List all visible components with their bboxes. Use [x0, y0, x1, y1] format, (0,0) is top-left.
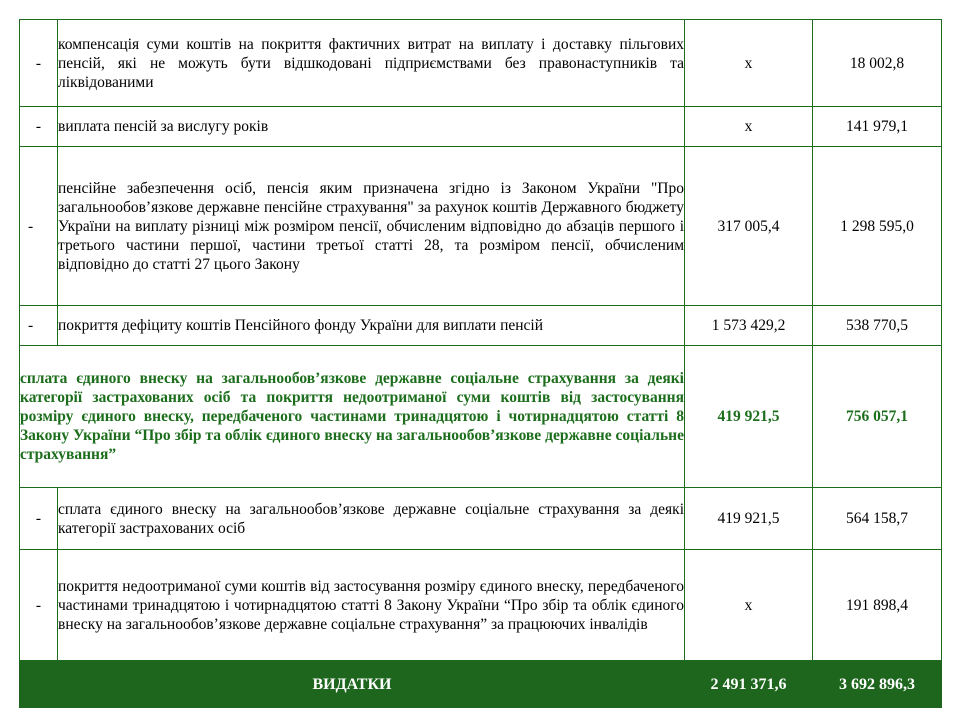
- row-marker: -: [20, 147, 58, 306]
- row-value-1: х: [685, 550, 813, 661]
- row-value-1: 1 573 429,2: [685, 306, 813, 346]
- table-row: [20, 107, 942, 147]
- table-row: [20, 550, 942, 661]
- row-value-1: 419 921,5: [685, 488, 813, 550]
- row-marker: -: [20, 107, 58, 147]
- row-marker: -: [20, 20, 58, 107]
- row-marker: -: [20, 306, 58, 346]
- highlight-row: [20, 346, 942, 488]
- total-value-2: 3 692 896,3: [813, 661, 942, 708]
- row-value-2: 18 002,8: [813, 20, 942, 107]
- row-value-2: 1 298 595,0: [813, 147, 942, 306]
- row-description: компенсація суми коштів на покриття фактичних витрат на виплату і доставку пільгових пенсій, які не можуть бути відшкодовані підприємствами без правонаступників та ліквідованими: [58, 20, 685, 107]
- highlight-value-2: 756 057,1: [813, 346, 942, 488]
- row-description: покриття дефіциту коштів Пенсійного фонду України для виплати пенсій: [58, 306, 685, 346]
- row-value-1: 317 005,4: [685, 147, 813, 306]
- row-description: пенсійне забезпечення осіб, пенсія яким призначена згідно із Законом України "Про загальнообов’язкове державне пенсійне страхування" за рахунок коштів Державного бюджету України на виплату різниці між розміром пенсії, обчисленим відповідно до абзаців першого і третього частини першої, частини третьої статті 28, та розміром пенсії, обчисленим відповідно до статті 27 цього Закону: [58, 147, 685, 306]
- total-row: [20, 661, 942, 708]
- expenditure-table: [19, 19, 942, 708]
- row-value-2: 191 898,4: [813, 550, 942, 661]
- row-value-1: х: [685, 107, 813, 147]
- row-description: покриття недоотриманої суми коштів від застосування розміру єдиного внеску, передбаченого частинами тринадцятою і чотирнадцятою статті 8 Закону України “Про збір та облік єдиного внеску на загальнообов’язкове державне соціальне страхування” за працюючих інвалідів: [58, 550, 685, 661]
- row-marker: -: [20, 488, 58, 550]
- row-marker: -: [20, 550, 58, 661]
- table-row: [20, 147, 942, 306]
- highlight-value-1: 419 921,5: [685, 346, 813, 488]
- row-value-2: 141 979,1: [813, 107, 942, 147]
- row-value-2: 538 770,5: [813, 306, 942, 346]
- row-value-2: 564 158,7: [813, 488, 942, 550]
- total-label: ВИДАТКИ: [20, 661, 685, 708]
- table-row: [20, 488, 942, 550]
- row-value-1: х: [685, 20, 813, 107]
- row-description: сплата єдиного внеску на загальнообов’язкове державне соціальне страхування за деякі категорії застрахованих осіб: [58, 488, 685, 550]
- total-value-1: 2 491 371,6: [685, 661, 813, 708]
- row-description: виплата пенсій за вислугу років: [58, 107, 685, 147]
- table-row: [20, 20, 942, 107]
- highlight-description: сплата єдиного внеску на загальнообов’язкове державне соціальне страхування за деякі категорії застрахованих осіб та покриття недоотриманої суми коштів від застосування розміру єдиного внеску, передбаченого частинами тринадцятою і чотирнадцятою статті 8 Закону України “Про збір та облік єдиного внеску на загальнообов’язкове державне соціальне страхування”: [20, 346, 685, 488]
- table-row: [20, 306, 942, 346]
